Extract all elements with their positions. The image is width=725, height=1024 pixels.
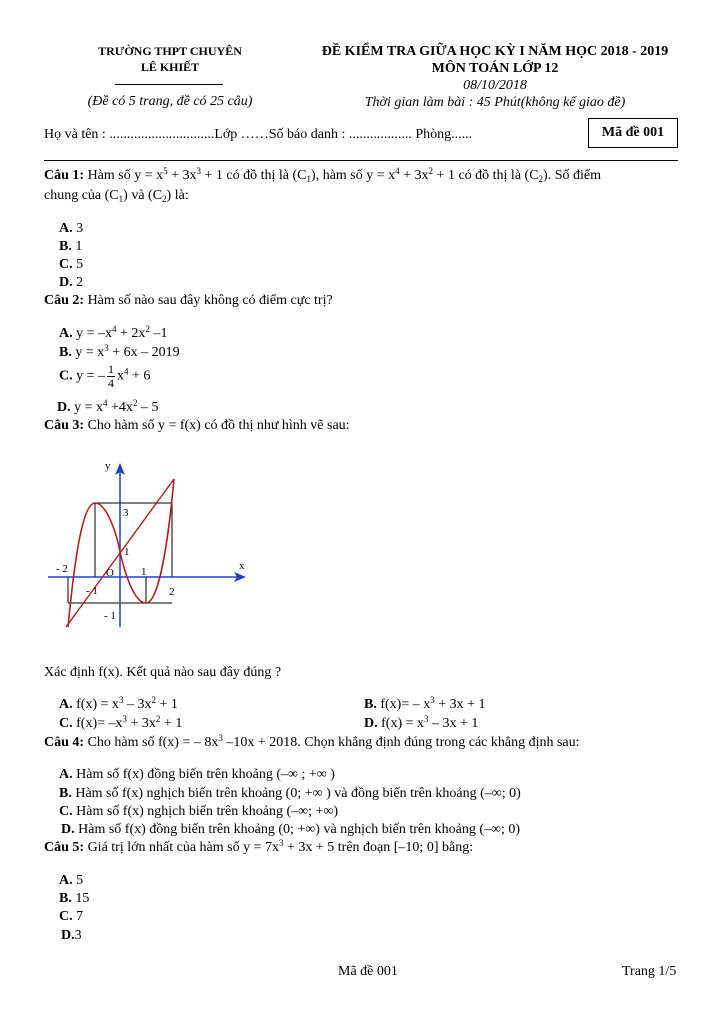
question-5-option-a[interactable]: A. 5 — [59, 873, 84, 888]
graph-label-one-x: 1 — [141, 566, 147, 578]
question-4-stem: Câu 4: Cho hàm số f(x) = – $8x^3$ –10x + 2018. Chọn khẳng định đúng trong các khẳng định sau: — [44, 733, 580, 750]
school-name-line1: TRƯỜNG THPT CHUYÊN — [98, 44, 242, 58]
footer-exam-code: Mã đề 001 — [338, 964, 398, 979]
question-3-graph — [48, 455, 258, 635]
question-2-label: Câu 2: — [44, 293, 85, 308]
question-3-prompt: Xác định f(x). Kết quả nào sau đây đúng ? — [44, 665, 282, 680]
question-5-stem: Câu 5: Giá trị lớn nhất của hàm số $y = 7x^3 + 3x + 5$ trên đoạn [–10; 0] bằng: — [44, 838, 474, 855]
question-3-option-d[interactable]: D. $f(x) = x^3 - 3x + 1$ — [364, 714, 479, 731]
question-1-option-d[interactable]: D. 2 — [59, 275, 84, 290]
graph-label-three: 3 — [123, 507, 129, 519]
pages-note: (Đề có 5 trang, đề có 25 câu) — [87, 94, 253, 109]
question-5-label: Câu 5: — [44, 840, 85, 855]
question-2-option-b[interactable]: B. $y = x^3 + 6x - 2019$ — [59, 343, 180, 360]
question-3-option-c[interactable]: C. $f(x)= -x^3 + 3x^2 + 1$ — [59, 714, 183, 731]
graph-label-minus-one-y: - 1 — [104, 610, 116, 622]
question-2-option-c[interactable]: C. y = – $\frac{1}{4}$ $x^4 + 6$ — [59, 362, 151, 390]
graph-label-one-y: 1 — [124, 546, 130, 558]
question-4-option-a[interactable]: A. Hàm số f(x) đồng biến trên khoảng (–∞ ; +∞ ) — [59, 767, 335, 782]
question-4-option-c[interactable]: C. Hàm số f(x) nghịch biến trên khoảng (–∞; +∞) — [59, 804, 339, 819]
graph-label-minus-two: - 2 — [56, 563, 68, 575]
header-divider — [44, 160, 678, 161]
exam-date: 08/10/2018 — [463, 78, 527, 93]
graph-label-x: x — [239, 560, 245, 572]
student-info-line: Họ và tên : ..............................Lớp ……Số báo danh : .................. Phòng...... — [44, 127, 473, 142]
question-5-option-c[interactable]: C. 7 — [59, 909, 84, 924]
question-4-label: Câu 4: — [44, 735, 85, 750]
question-1-label: Câu 1: — [44, 168, 85, 183]
question-3-option-a[interactable]: A. $f(x) = x^3 - 3x^2 + 1$ — [59, 695, 178, 712]
exam-code-box: Mã đề 001 — [588, 118, 678, 148]
graph-label-minus-one-x: - 1 — [86, 585, 98, 597]
question-1-option-b[interactable]: B. 1 — [59, 239, 83, 254]
question-1-option-c[interactable]: C. 5 — [59, 257, 84, 272]
question-4-option-d[interactable]: D. Hàm số f(x) đồng biến trên khoảng (0; +∞) và nghịch biến trên khoảng (–∞; 0) — [61, 822, 521, 837]
question-3-option-b[interactable]: B. $f(x)= - x^3 + 3x + 1$ — [364, 695, 486, 712]
question-1-stem-line2: chung của $(C_1)$ và $(C_2)$ là: — [44, 188, 189, 204]
question-4-option-b[interactable]: B. Hàm số f(x) nghịch biến trên khoảng (0; +∞ ) và đồng biến trên khoảng (–∞; 0) — [59, 786, 521, 801]
question-1-option-a[interactable]: A. 3 — [59, 221, 84, 236]
exam-subject: MÔN TOÁN LỚP 12 — [431, 61, 559, 76]
question-2-option-d[interactable]: D. $y = x^4 +4x^2 - 5$ — [57, 398, 159, 415]
graph-label-origin: O — [106, 567, 114, 579]
question-3-label: Câu 3: — [44, 418, 85, 433]
question-3-stem: Câu 3: Cho hàm số y = f(x) có đồ thị như hình vẽ sau: — [44, 418, 350, 433]
exam-title: ĐỀ KIỂM TRA GIỮA HỌC KỲ I NĂM HỌC 2018 - 2019 — [321, 44, 669, 59]
exam-duration: Thời gian làm bài : 45 Phút(không kể giao đề) — [364, 95, 626, 110]
question-5-option-b[interactable]: B. 15 — [59, 891, 90, 906]
question-2-stem: Câu 2: Hàm số nào sau đây không có điểm cực trị? — [44, 293, 333, 308]
graph-label-y: y — [105, 460, 111, 472]
question-5-option-d[interactable]: D.3 — [61, 928, 82, 943]
footer-page-number: Trang 1/5 — [622, 964, 677, 979]
school-divider — [115, 84, 223, 85]
fraction-one-quarter: $\frac{1}{4}$ — [108, 362, 115, 390]
graph-label-two: 2 — [169, 586, 175, 598]
question-1-stem-line1: Câu 1: Hàm số $y = x^5 + 3x^3 + 1$ có đồ thị là $(C_1)$, hàm số $y = x^4 + 3x^2 + 1$ có đồ thị là $(C_2)$. Số điểm — [44, 166, 601, 184]
school-name-line2: LÊ KHIẾT — [140, 60, 200, 74]
question-2-option-a[interactable]: A. $y = -x^4 + 2x^2$ –1 — [59, 324, 168, 341]
